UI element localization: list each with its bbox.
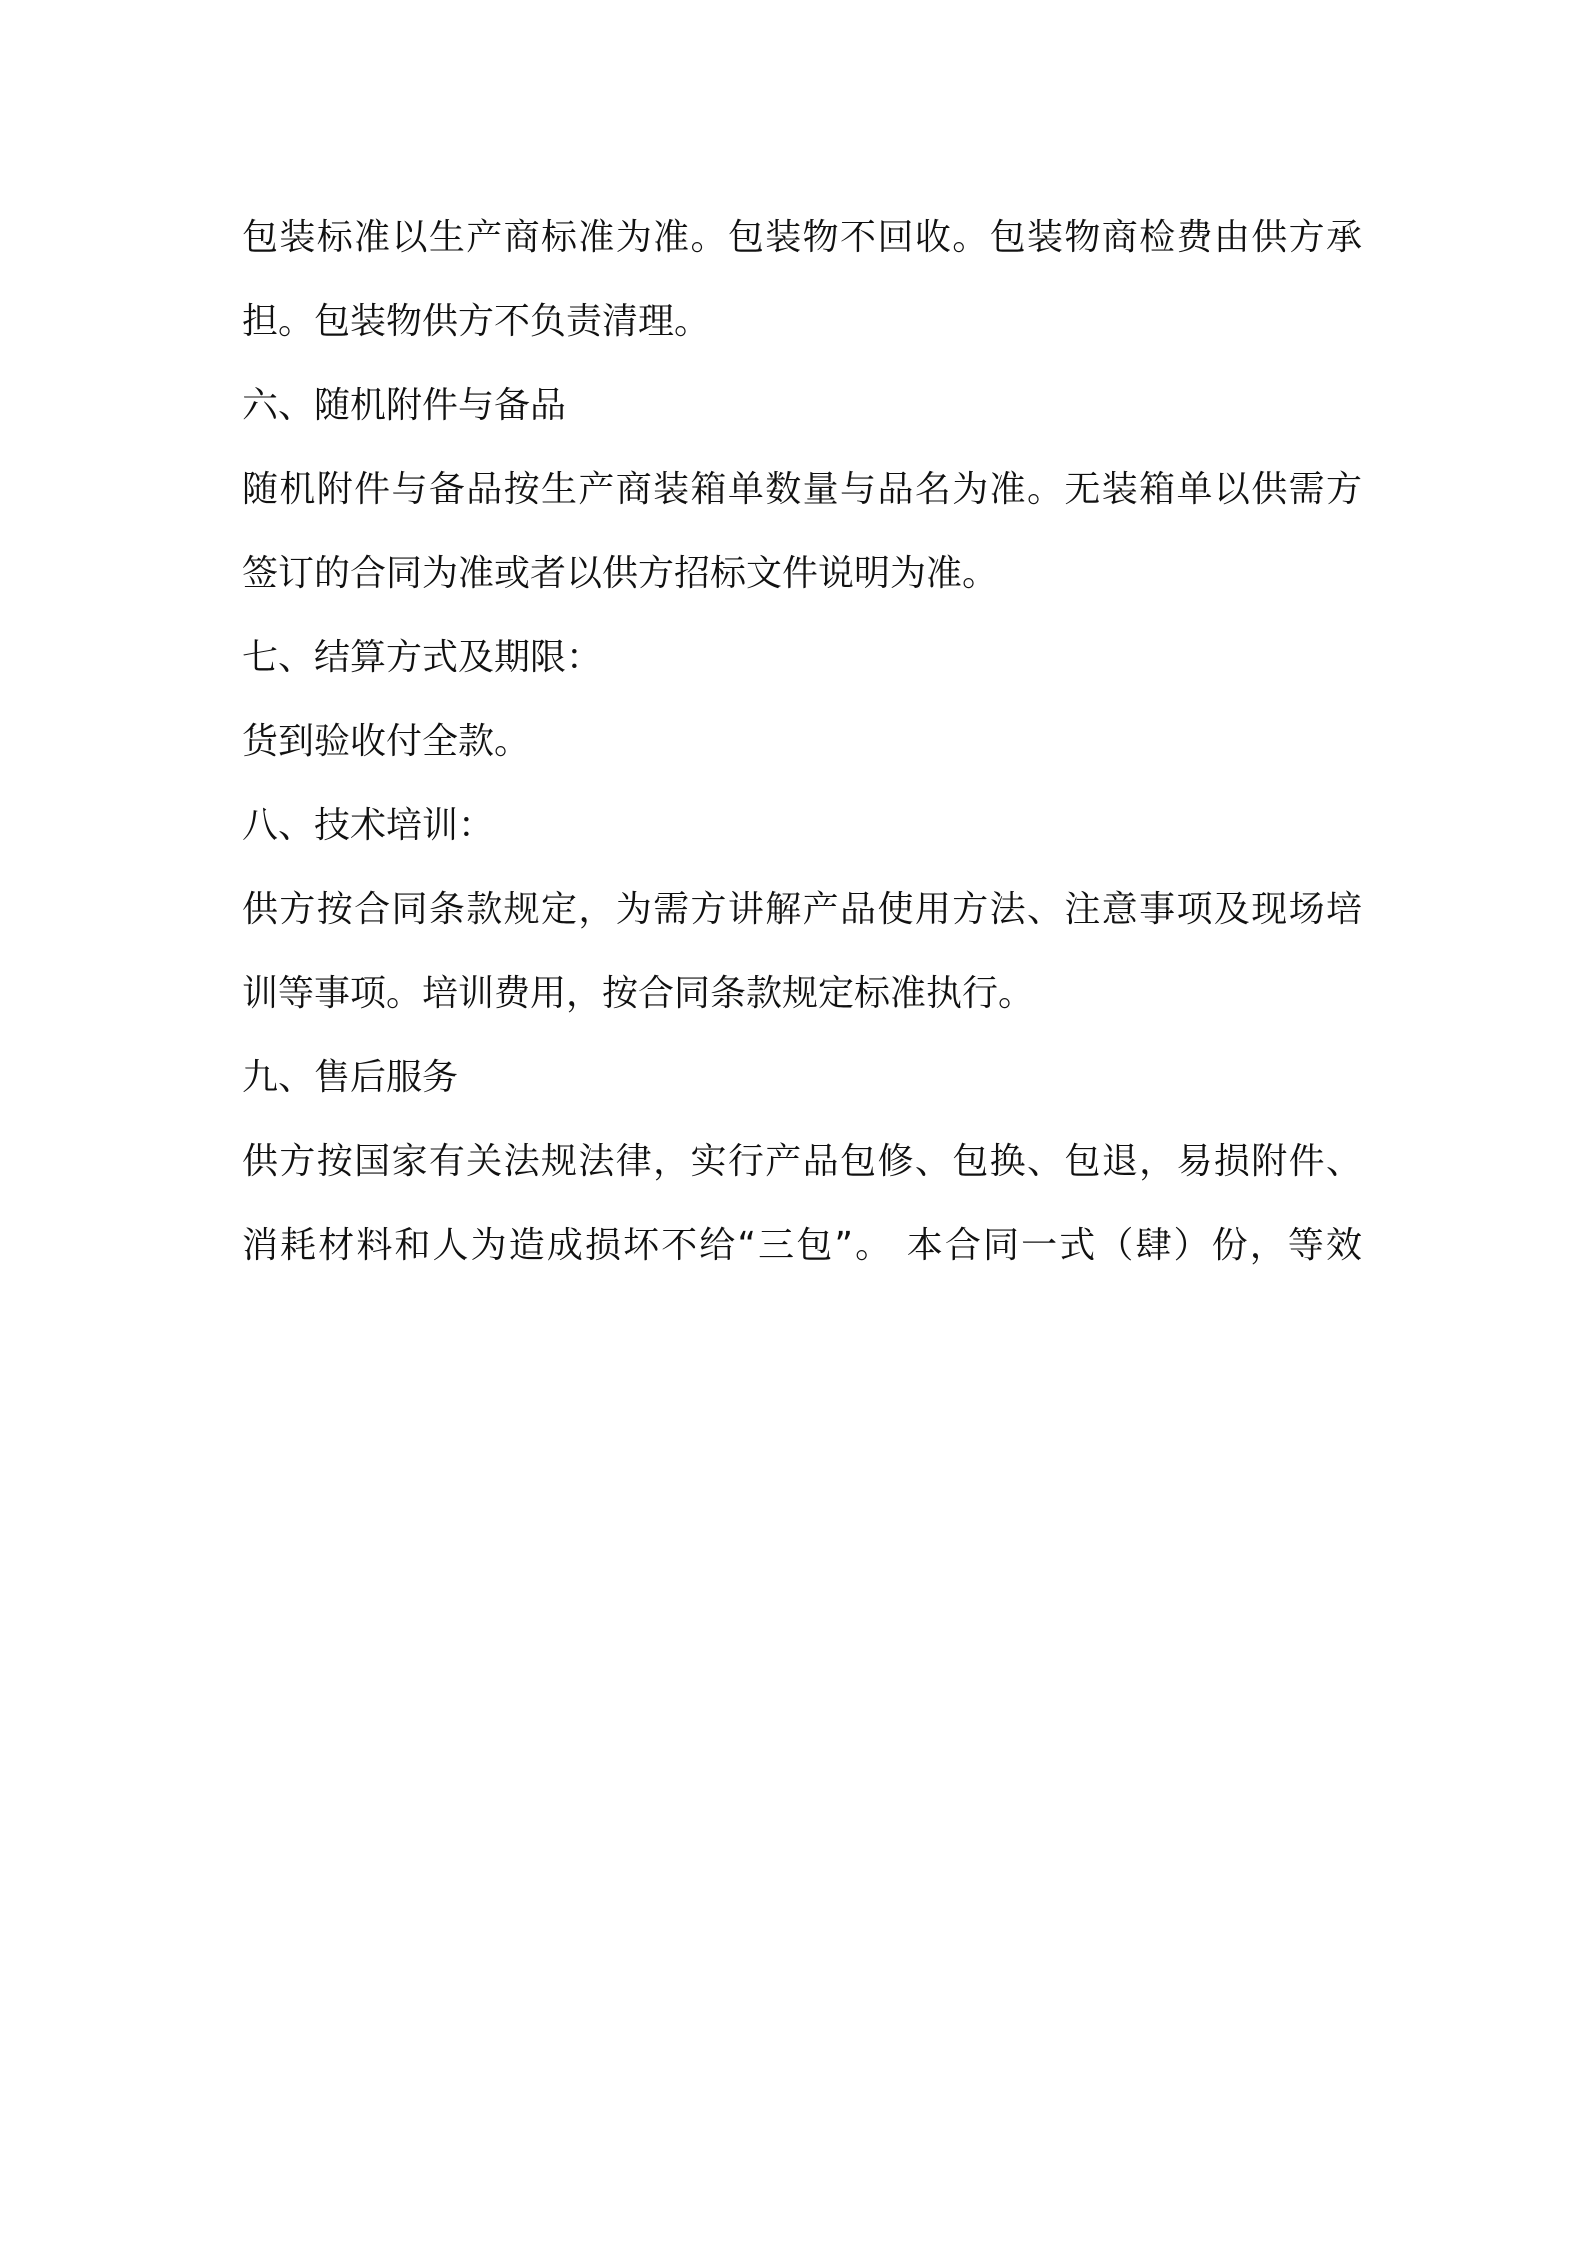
paragraph-training-line-1: 供方按合同条款规定，为需方讲解产品使用方法、注意事项及现场培 (242, 889, 1362, 930)
paragraph-settlement: 货到验收付全款。 (242, 721, 531, 762)
paragraph-packaging-line-1: 包装标准以生产商标准为准。包装物不回收。包装物商检费由供方承 (242, 217, 1362, 258)
paragraph-training-line-2: 训等事项。培训费用，按合同条款规定标准执行。 (242, 973, 1035, 1014)
paragraph-after-sales-line-1: 供方按国家有关法规法律，实行产品包修、包换、包退，易损附件、 (242, 1141, 1362, 1182)
section-heading-after-sales: 九、售后服务 (242, 1057, 459, 1098)
section-heading-settlement: 七、结算方式及期限： (242, 637, 603, 678)
paragraph-accessories-line-2: 签订的合同为准或者以供方招标文件说明为准。 (242, 553, 999, 594)
paragraph-accessories-line-1: 随机附件与备品按生产商装箱单数量与品名为准。无装箱单以供需方 (242, 469, 1362, 510)
paragraph-after-sales-line-2: 消耗材料和人为造成损坏不给“三包”。 本合同一式（肆）份，等效 (242, 1225, 1362, 1266)
section-heading-accessories: 六、随机附件与备品 (242, 385, 567, 426)
section-heading-training: 八、技术培训： (242, 805, 495, 846)
paragraph-packaging-line-2: 担。包装物供方不负责清理。 (242, 301, 711, 342)
document-body (242, 196, 1362, 1288)
